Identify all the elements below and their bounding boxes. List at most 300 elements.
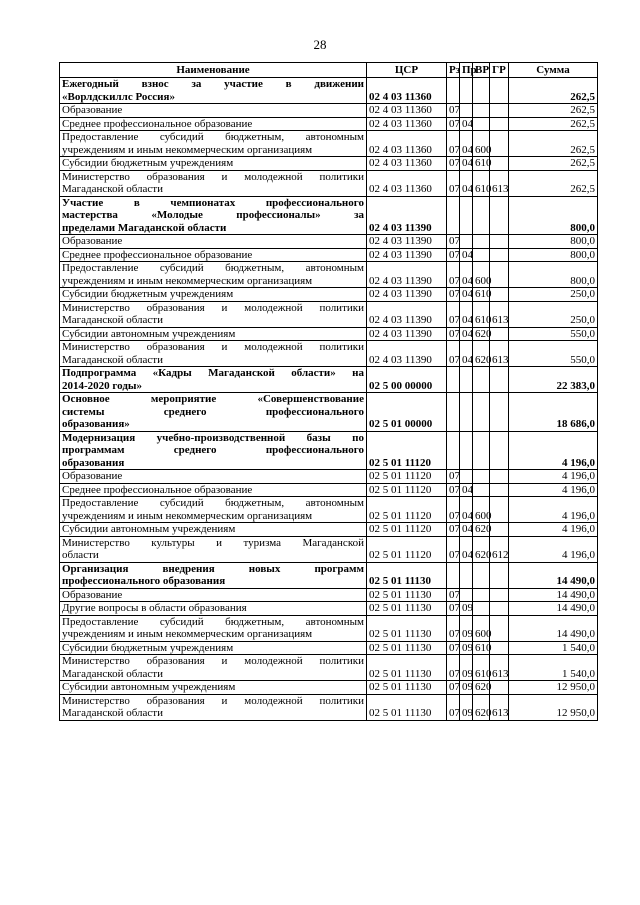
row-name — [60, 393, 367, 432]
row-name-line: Субсидии бюджетным учреждениям — [62, 641, 234, 654]
table-row — [60, 641, 598, 655]
row-sum: 262,5 — [509, 131, 598, 157]
row-sum: 12 950,0 — [509, 694, 598, 720]
row-name-line: Министерство образования и молодежной политики — [62, 694, 364, 707]
row-name-line: учреждениям и иным некоммерческим организациям — [62, 509, 313, 522]
row-name-line: мастерства «Молодые профессионалы» за — [62, 209, 364, 221]
row-rz: 07 — [447, 694, 460, 720]
row-csr: 02 4 03 11390 — [367, 262, 447, 288]
row-rz: 07 — [447, 470, 460, 484]
row-rz: 07 — [447, 341, 460, 367]
row-name-line: Субсидии бюджетным учреждениям — [62, 288, 234, 300]
row-pr — [460, 235, 473, 249]
table-row — [60, 431, 598, 470]
row-csr: 02 5 01 11120 — [367, 431, 447, 470]
row-sum: 12 950,0 — [509, 681, 598, 695]
row-vr: 620 — [473, 694, 490, 720]
row-sum: 4 196,0 — [509, 497, 598, 523]
table-row — [60, 615, 598, 641]
row-name — [60, 288, 367, 302]
row-name-line: учреждениям и иным некоммерческим организациям — [62, 143, 313, 156]
row-gr — [490, 681, 509, 695]
row-name-line: Другие вопросы в области образования — [62, 602, 247, 614]
row-gr — [490, 157, 509, 171]
row-gr — [490, 523, 509, 537]
table-row — [60, 655, 598, 681]
row-vr: 620 — [473, 341, 490, 367]
row-vr — [473, 562, 490, 588]
row-name-line: Образование — [62, 470, 123, 482]
table-row — [60, 288, 598, 302]
row-rz: 07 — [447, 655, 460, 681]
row-name — [60, 117, 367, 131]
row-name — [60, 301, 367, 327]
row-gr: 613 — [490, 655, 509, 681]
row-csr: 02 5 01 11130 — [367, 655, 447, 681]
row-sum: 262,5 — [509, 117, 598, 131]
row-pr — [460, 393, 473, 432]
row-pr: 09 — [460, 615, 473, 641]
row-pr: 04 — [460, 131, 473, 157]
row-sum: 4 196,0 — [509, 536, 598, 562]
row-gr — [490, 117, 509, 131]
row-rz: 07 — [447, 262, 460, 288]
row-vr: 600 — [473, 131, 490, 157]
row-pr: 04 — [460, 536, 473, 562]
row-name-line: Субсидии автономным учреждениям — [62, 523, 236, 535]
row-rz: 07 — [447, 641, 460, 655]
row-pr: 04 — [460, 341, 473, 367]
row-rz: 07 — [447, 117, 460, 131]
row-csr: 02 4 03 11390 — [367, 288, 447, 302]
row-csr: 02 4 03 11360 — [367, 117, 447, 131]
row-rz: 07 — [447, 301, 460, 327]
row-pr: 04 — [460, 157, 473, 171]
row-name-line: Предоставление субсидий бюджетным, автономным — [62, 262, 364, 274]
table-row — [60, 497, 598, 523]
row-name — [60, 262, 367, 288]
table-row — [60, 78, 598, 104]
row-csr: 02 5 01 11130 — [367, 615, 447, 641]
page-number: 28 — [313, 37, 327, 52]
row-name — [60, 131, 367, 157]
row-name-line: пределами Магаданской области — [62, 221, 227, 234]
row-rz — [447, 562, 460, 588]
row-vr: 610 — [473, 655, 490, 681]
row-name-line: 2014-2020 годы» — [62, 379, 142, 392]
row-rz — [447, 196, 460, 235]
row-csr: 02 4 03 11360 — [367, 131, 447, 157]
row-gr — [490, 367, 509, 393]
row-sum: 800,0 — [509, 248, 598, 262]
row-vr — [473, 248, 490, 262]
row-vr: 610 — [473, 157, 490, 171]
row-gr — [490, 196, 509, 235]
row-gr — [490, 327, 509, 341]
row-name — [60, 562, 367, 588]
row-gr — [490, 588, 509, 602]
row-name-line: Предоставление субсидий бюджетным, автономным — [62, 497, 364, 509]
row-pr: 04 — [460, 327, 473, 341]
row-csr: 02 4 03 11360 — [367, 78, 447, 104]
row-vr: 620 — [473, 681, 490, 695]
table-row — [60, 536, 598, 562]
row-name — [60, 536, 367, 562]
table-row — [60, 157, 598, 171]
row-name-line: Министерство образования и молодежной политики — [62, 170, 364, 183]
row-csr: 02 5 01 11130 — [367, 681, 447, 695]
row-name-line: Образование — [62, 588, 123, 601]
row-sum: 262,5 — [509, 104, 598, 118]
row-name — [60, 523, 367, 537]
row-name-line: области — [62, 549, 99, 561]
row-rz: 07 — [447, 131, 460, 157]
row-name-line: Основное мероприятие «Совершенствование — [62, 393, 364, 405]
table-row — [60, 117, 598, 131]
row-sum: 262,5 — [509, 170, 598, 196]
table-row — [60, 301, 598, 327]
row-rz — [447, 393, 460, 432]
row-name-line: профессионального образования — [62, 575, 226, 587]
row-name-line: учреждениям и иным некоммерческим организациям — [62, 628, 313, 640]
row-pr: 09 — [460, 655, 473, 681]
row-gr — [490, 235, 509, 249]
row-name — [60, 248, 367, 262]
row-pr: 04 — [460, 483, 473, 497]
row-csr: 02 5 01 11130 — [367, 641, 447, 655]
row-gr — [490, 470, 509, 484]
table-body — [60, 78, 598, 721]
row-name — [60, 157, 367, 171]
table-row — [60, 131, 598, 157]
row-rz: 07 — [447, 523, 460, 537]
header-name: Наименование — [60, 63, 367, 78]
row-gr — [490, 562, 509, 588]
row-vr — [473, 393, 490, 432]
row-sum: 800,0 — [509, 262, 598, 288]
row-name-line: Министерство образования и молодежной политики — [62, 655, 364, 667]
row-name — [60, 431, 367, 470]
row-name-line: Министерство культуры и туризма Магаданской — [62, 536, 364, 549]
table-row — [60, 262, 598, 288]
row-gr: 613 — [490, 170, 509, 196]
table-row — [60, 104, 598, 118]
header-gr: ГР — [490, 63, 509, 78]
row-rz — [447, 367, 460, 393]
row-pr: 04 — [460, 497, 473, 523]
row-name — [60, 602, 367, 616]
row-sum: 4 196,0 — [509, 523, 598, 537]
table-row — [60, 196, 598, 235]
row-gr — [490, 248, 509, 262]
row-gr — [490, 615, 509, 641]
row-vr: 610 — [473, 641, 490, 655]
table-header-row — [60, 63, 598, 78]
row-sum: 4 196,0 — [509, 431, 598, 470]
row-name-line: Участие в чемпионатах профессионального — [62, 196, 364, 209]
row-csr: 02 5 01 11120 — [367, 483, 447, 497]
row-gr: 613 — [490, 301, 509, 327]
row-name — [60, 483, 367, 497]
row-name — [60, 196, 367, 235]
row-rz: 07 — [447, 157, 460, 171]
row-vr — [473, 235, 490, 249]
row-vr: 620 — [473, 523, 490, 537]
row-csr: 02 5 01 11130 — [367, 694, 447, 720]
row-name-line: Образование — [62, 104, 123, 116]
row-rz: 07 — [447, 681, 460, 695]
row-gr — [490, 431, 509, 470]
row-sum: 14 490,0 — [509, 602, 598, 616]
row-name-line: образования — [62, 456, 125, 469]
row-gr — [490, 288, 509, 302]
row-name — [60, 104, 367, 118]
table-row — [60, 602, 598, 616]
row-sum: 1 540,0 — [509, 655, 598, 681]
table-row — [60, 523, 598, 537]
row-pr — [460, 196, 473, 235]
row-rz: 07 — [447, 288, 460, 302]
row-pr: 04 — [460, 170, 473, 196]
row-pr: 04 — [460, 248, 473, 262]
row-name — [60, 655, 367, 681]
header-csr: ЦСР — [367, 63, 447, 78]
row-name-line: Субсидии автономным учреждениям — [62, 327, 236, 340]
row-pr — [460, 562, 473, 588]
row-pr: 04 — [460, 262, 473, 288]
row-name — [60, 694, 367, 720]
row-name-line: системы среднего профессионального — [62, 405, 364, 418]
row-name — [60, 615, 367, 641]
row-name-line: Предоставление субсидий бюджетным, автономным — [62, 131, 364, 143]
row-pr: 04 — [460, 117, 473, 131]
row-rz: 07 — [447, 104, 460, 118]
row-rz — [447, 78, 460, 104]
row-name-line: Среднее профессиональное образование — [62, 248, 253, 261]
row-pr: 09 — [460, 641, 473, 655]
row-sum: 262,5 — [509, 157, 598, 171]
row-csr: 02 4 03 11390 — [367, 341, 447, 367]
row-sum: 262,5 — [509, 78, 598, 104]
row-rz: 07 — [447, 327, 460, 341]
row-vr: 600 — [473, 497, 490, 523]
row-name — [60, 327, 367, 341]
row-name-line: учреждениям и иным некоммерческим организациям — [62, 274, 313, 287]
row-pr: 04 — [460, 288, 473, 302]
row-name-line: Магаданской области — [62, 314, 163, 326]
row-vr: 600 — [473, 615, 490, 641]
row-rz: 07 — [447, 483, 460, 497]
row-rz: 07 — [447, 235, 460, 249]
row-name-line: образования» — [62, 418, 130, 430]
budget-table — [59, 62, 598, 721]
row-vr — [473, 602, 490, 616]
row-vr — [473, 78, 490, 104]
row-name-line: Министерство образования и молодежной политики — [62, 341, 364, 353]
row-pr — [460, 431, 473, 470]
header-sum: Сумма — [509, 63, 598, 78]
row-name-line: «Ворлдскиллс Россия» — [62, 90, 175, 103]
row-vr: 610 — [473, 170, 490, 196]
row-gr — [490, 78, 509, 104]
row-name-line: Министерство образования и молодежной политики — [62, 301, 364, 314]
row-rz: 07 — [447, 615, 460, 641]
row-sum: 18 686,0 — [509, 393, 598, 432]
row-vr — [473, 104, 490, 118]
header-vr: ВР — [473, 63, 490, 78]
row-gr — [490, 497, 509, 523]
row-sum: 550,0 — [509, 327, 598, 341]
table-row — [60, 170, 598, 196]
table-row — [60, 367, 598, 393]
row-vr — [473, 431, 490, 470]
row-vr — [473, 588, 490, 602]
row-pr — [460, 470, 473, 484]
row-gr — [490, 262, 509, 288]
row-name — [60, 367, 367, 393]
row-sum: 1 540,0 — [509, 641, 598, 655]
table-row — [60, 588, 598, 602]
row-gr: 613 — [490, 341, 509, 367]
row-vr: 620 — [473, 536, 490, 562]
row-name — [60, 235, 367, 249]
row-sum: 22 383,0 — [509, 367, 598, 393]
row-name-line: Подпрограмма «Кадры Магаданской области» на — [62, 367, 364, 379]
row-sum: 4 196,0 — [509, 483, 598, 497]
row-name-line: Субсидии бюджетным учреждениям — [62, 157, 234, 169]
row-name-line: Магаданской области — [62, 707, 163, 719]
row-sum: 14 490,0 — [509, 562, 598, 588]
row-name-line: Предоставление субсидий бюджетным, автономным — [62, 615, 364, 628]
table-row — [60, 470, 598, 484]
row-vr — [473, 470, 490, 484]
row-csr: 02 5 01 11130 — [367, 588, 447, 602]
row-pr: 09 — [460, 694, 473, 720]
row-pr — [460, 78, 473, 104]
row-name — [60, 497, 367, 523]
row-pr — [460, 104, 473, 118]
row-csr: 02 5 00 00000 — [367, 367, 447, 393]
row-gr — [490, 131, 509, 157]
row-rz: 07 — [447, 588, 460, 602]
row-csr: 02 4 03 11360 — [367, 157, 447, 171]
row-name-line: Магаданской области — [62, 667, 163, 680]
table-row — [60, 681, 598, 695]
row-name-line: Магаданской области — [62, 183, 163, 195]
row-rz — [447, 431, 460, 470]
row-csr: 02 4 03 11390 — [367, 327, 447, 341]
row-csr: 02 4 03 11360 — [367, 104, 447, 118]
row-rz: 07 — [447, 248, 460, 262]
row-sum: 800,0 — [509, 235, 598, 249]
row-csr: 02 4 03 11390 — [367, 196, 447, 235]
row-csr: 02 4 03 11360 — [367, 170, 447, 196]
table-row — [60, 393, 598, 432]
row-csr: 02 5 01 11120 — [367, 470, 447, 484]
row-gr: 613 — [490, 694, 509, 720]
row-sum: 14 490,0 — [509, 615, 598, 641]
row-name — [60, 681, 367, 695]
row-name-line: Модернизация учебно-производственной базы по — [62, 431, 364, 444]
row-csr: 02 5 01 11120 — [367, 523, 447, 537]
row-csr: 02 5 01 11120 — [367, 536, 447, 562]
row-gr — [490, 393, 509, 432]
row-name — [60, 588, 367, 602]
row-name — [60, 341, 367, 367]
row-csr: 02 5 01 11120 — [367, 497, 447, 523]
row-rz: 07 — [447, 602, 460, 616]
row-rz: 07 — [447, 497, 460, 523]
row-sum: 800,0 — [509, 196, 598, 235]
row-name — [60, 470, 367, 484]
row-name-line: Организация внедрения новых программ — [62, 562, 364, 575]
row-vr: 600 — [473, 262, 490, 288]
row-pr: 09 — [460, 602, 473, 616]
row-rz: 07 — [447, 536, 460, 562]
row-gr — [490, 602, 509, 616]
header-pr: Пр — [460, 63, 473, 78]
row-sum: 250,0 — [509, 301, 598, 327]
table-row — [60, 248, 598, 262]
row-name-line: Среднее профессиональное образование — [62, 117, 253, 130]
table-row — [60, 694, 598, 720]
row-vr — [473, 196, 490, 235]
row-csr: 02 4 03 11390 — [367, 235, 447, 249]
row-pr: 09 — [460, 681, 473, 695]
row-sum: 4 196,0 — [509, 470, 598, 484]
row-pr — [460, 367, 473, 393]
row-pr: 04 — [460, 523, 473, 537]
row-sum: 550,0 — [509, 341, 598, 367]
table-row — [60, 235, 598, 249]
header-rz: Рз — [447, 63, 460, 78]
row-name — [60, 170, 367, 196]
row-pr — [460, 588, 473, 602]
row-name — [60, 641, 367, 655]
row-gr — [490, 641, 509, 655]
row-csr: 02 4 03 11390 — [367, 248, 447, 262]
row-pr: 04 — [460, 301, 473, 327]
row-name-line: Ежегодный взнос за участие в движении — [62, 78, 364, 90]
table-row — [60, 341, 598, 367]
row-vr — [473, 117, 490, 131]
row-csr: 02 5 01 11130 — [367, 602, 447, 616]
row-csr: 02 5 01 00000 — [367, 393, 447, 432]
row-name-line: Среднее профессиональное образование — [62, 483, 253, 496]
row-vr: 610 — [473, 301, 490, 327]
row-vr — [473, 483, 490, 497]
row-csr: 02 4 03 11390 — [367, 301, 447, 327]
row-name — [60, 78, 367, 104]
row-gr — [490, 483, 509, 497]
table-row — [60, 327, 598, 341]
row-sum: 250,0 — [509, 288, 598, 302]
row-name-line: Магаданской области — [62, 353, 163, 366]
row-vr — [473, 367, 490, 393]
table-row — [60, 483, 598, 497]
row-vr: 610 — [473, 288, 490, 302]
row-sum: 14 490,0 — [509, 588, 598, 602]
row-gr: 612 — [490, 536, 509, 562]
row-name-line: Образование — [62, 235, 123, 247]
row-name-line: программам среднего профессионального — [62, 444, 364, 456]
row-csr: 02 5 01 11130 — [367, 562, 447, 588]
row-rz: 07 — [447, 170, 460, 196]
row-vr: 620 — [473, 327, 490, 341]
row-name-line: Субсидии автономным учреждениям — [62, 681, 236, 693]
row-gr — [490, 104, 509, 118]
table-row — [60, 562, 598, 588]
